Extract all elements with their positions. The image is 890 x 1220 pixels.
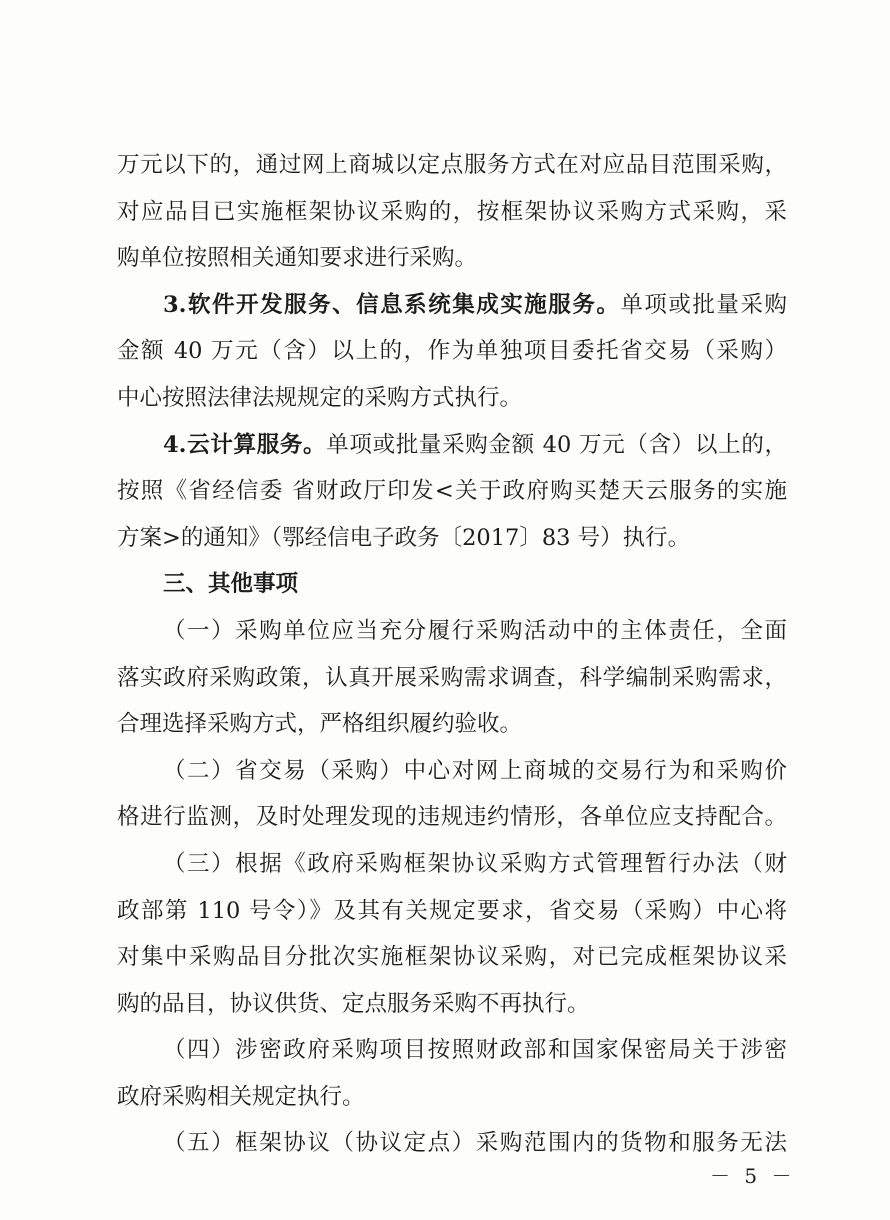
section-heading: 三、其他事项 xyxy=(163,571,299,598)
item-title: 3.软件开发服务、信息系统集成实施服务。 xyxy=(163,291,621,318)
body-line: （四）涉密政府采购项目按照财政部和国家保密局关于涉密 xyxy=(163,1037,787,1064)
item-text: 单项或批量采购 xyxy=(620,291,787,318)
body-line: 万元以下的，通过网上商城以定点服务方式在对应品目范围采购， xyxy=(117,152,787,178)
page-number: － 5 － xyxy=(710,1164,796,1188)
body-line: （一）采购单位应当充分履行采购活动中的主体责任，全面 xyxy=(163,617,787,644)
body-line: （三）根据《政府采购框架协议采购方式管理暂行办法（财 xyxy=(163,850,787,877)
body-line: 对集中采购品目分批次实施框架协议采购，对已完成框架协议采 xyxy=(117,944,787,971)
body-line: （五）框架协议（协议定点）采购范围内的货物和服务无法 xyxy=(163,1130,787,1157)
body-line: 中心按照法律法规规定的采购方式执行。 xyxy=(117,384,523,411)
body-line: 落实政府采购政策，认真开展采购需求调查，科学编制采购需求， xyxy=(117,664,787,691)
body-line: 政部第 110 号令）》及其有关规定要求，省交易（采购）中心将 xyxy=(117,897,787,924)
item-software-services xyxy=(117,282,787,329)
body-line: 方案>的通知》（鄂经信电子政务〔2017〕83 号）执行。 xyxy=(117,524,691,551)
document-body xyxy=(117,142,787,1167)
body-line: （二）省交易（采购）中心对网上商城的交易行为和采购价 xyxy=(163,757,787,784)
body-line: 按照《省经信委 省财政厅印发<关于政府购买楚天云服务的实施 xyxy=(117,478,787,505)
body-line: 购的品目，协议供货、定点服务采购不再执行。 xyxy=(117,990,590,1017)
body-line: 政府采购相关规定执行。 xyxy=(117,1083,365,1110)
body-line: 格进行监测，及时处理发现的违规违约情形，各单位应支持配合。 xyxy=(117,804,787,831)
item-cloud-services xyxy=(117,422,787,469)
body-line: 购单位按照相关通知要求进行采购。 xyxy=(117,245,478,272)
item-title: 4.云计算服务。 xyxy=(163,431,327,458)
body-line: 对应品目已实施框架协议采购的，按框架协议采购方式采购，采 xyxy=(117,198,787,225)
body-line: 合理选择采购方式，严格组织履约验收。 xyxy=(117,711,523,738)
body-line: 金额 40 万元（含）以上的，作为单独项目委托省交易（采购） xyxy=(117,338,787,365)
item-text: 单项或批量采购金额 40 万元（含）以上的， xyxy=(326,431,787,458)
